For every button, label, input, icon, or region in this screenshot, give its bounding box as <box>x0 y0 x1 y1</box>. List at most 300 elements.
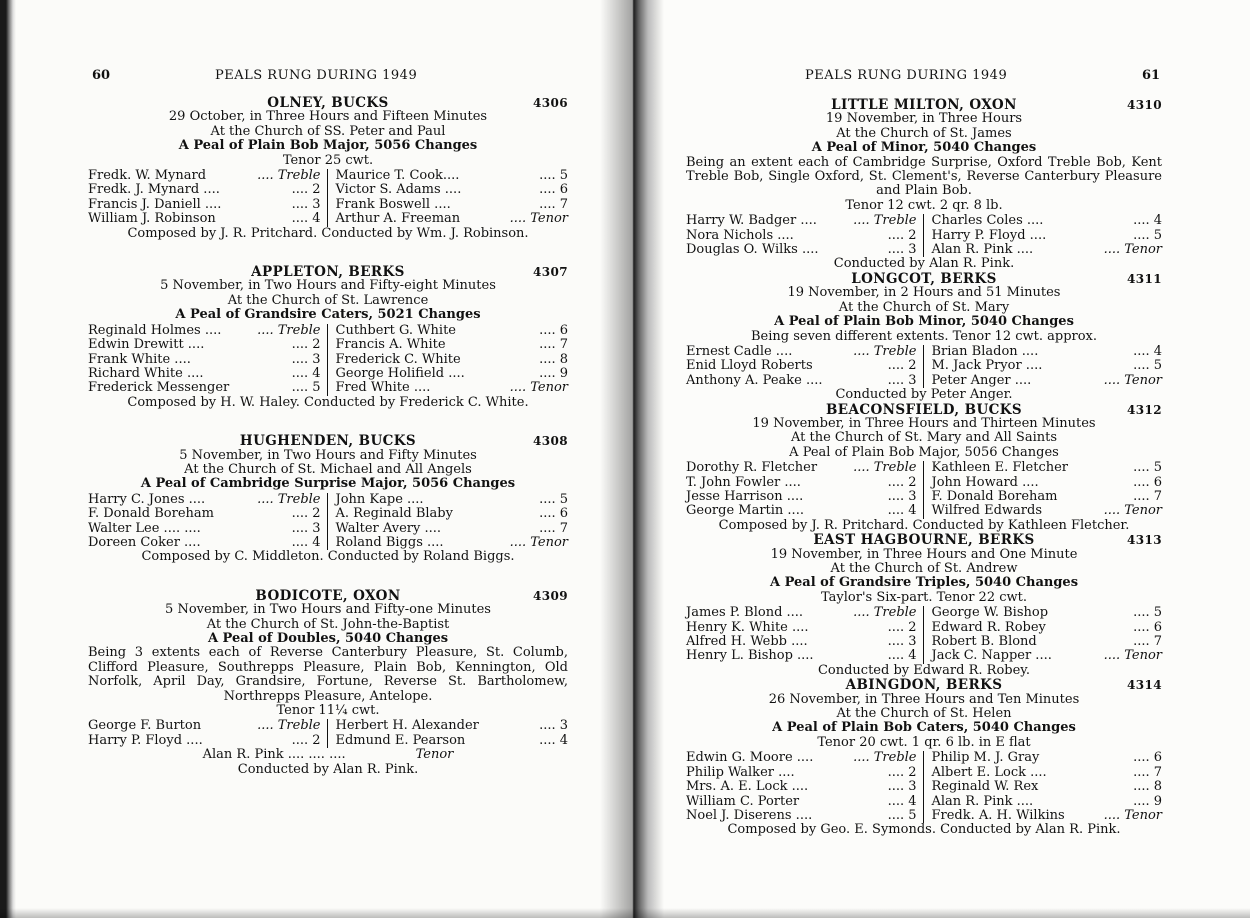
band-column-right <box>327 493 569 551</box>
ringer-name: Cuthbert G. White <box>335 322 456 338</box>
ringer-row <box>336 536 569 550</box>
page-bottom-edge <box>0 908 634 918</box>
ringer-row <box>686 214 917 228</box>
ringer-name: Francis J. Daniell .... <box>88 196 222 212</box>
peal-title <box>686 98 1162 112</box>
peal-credits: Composed by C. Middleton. Conducted by Roland Biggs. <box>141 549 515 565</box>
ringer-bell: .... Treble <box>853 750 917 766</box>
ringer-name: T. John Fowler .... <box>686 474 801 490</box>
band-list <box>686 461 1162 519</box>
ringer-bell: .... 3 <box>539 718 568 734</box>
peal-title <box>686 533 1162 547</box>
peal-method: A Peal of Cambridge Surprise Major, 5056 Changes <box>140 476 516 492</box>
peal-place: LONGCOT, BERKS <box>851 270 997 287</box>
ringer-name: Nora Nichols .... <box>686 227 794 243</box>
ringer-row <box>88 212 321 226</box>
band-column-right <box>327 719 569 748</box>
ringer-row <box>686 461 917 475</box>
ringer-bell: .... 2 <box>887 358 917 374</box>
ringer-row <box>88 507 321 521</box>
peal-detail-line: 19 November, in Three Hours and One Minute <box>770 546 1078 562</box>
ringer-bell: .... 4 <box>291 534 321 550</box>
ringer-bell: .... 4 <box>887 648 917 664</box>
ringer-bell: .... Treble <box>257 491 321 507</box>
ringer-name: William C. Porter <box>686 793 800 809</box>
page-number: 61 <box>1142 68 1161 83</box>
ringer-name: Edward R. Robey <box>931 619 1046 635</box>
ringer-row <box>932 374 1163 388</box>
ringer-name: Douglas O. Wilks .... <box>686 242 819 258</box>
gutter-shadow <box>600 0 634 918</box>
peal-number: 4309 <box>533 588 568 603</box>
peal-detail-line: At the Church of St. Andrew <box>830 561 1018 576</box>
ringer-row <box>686 374 917 388</box>
peal-credits: Composed by J. R. Pritchard. Conducted by Kathleen Fletcher. <box>718 517 1130 533</box>
ringer-row <box>88 719 321 733</box>
ringer-row <box>336 507 569 521</box>
peal-entry <box>686 533 1162 678</box>
ringer-bell: .... 6 <box>539 322 568 338</box>
peal-number: 4312 <box>1127 402 1162 417</box>
ringer-name: Frederick C. White <box>335 351 461 367</box>
peal-place: HUGHENDEN, BUCKS <box>239 433 417 450</box>
ringer-row <box>932 635 1163 649</box>
ringer-name: Albert E. Lock .... <box>931 764 1047 780</box>
ringer-row <box>88 169 321 183</box>
peal-place: APPLETON, BERKS <box>251 264 405 281</box>
ringer-row <box>686 635 917 649</box>
peal-place: BODICOTE, OXON <box>255 587 401 604</box>
ringer-name: Harry W. Badger .... <box>686 213 817 229</box>
ringer-row <box>932 476 1163 490</box>
peal-tenor-line: Tenor 11¼ cwt. <box>276 703 380 719</box>
band-list <box>88 719 568 748</box>
ringer-bell: .... 5 <box>1133 605 1162 621</box>
peal-place: BEACONSFIELD, BUCKS <box>825 401 1023 418</box>
band-column-right <box>327 324 569 396</box>
ringer-row <box>932 751 1163 765</box>
right-page <box>634 0 1250 918</box>
peal-entry <box>88 434 568 565</box>
ringer-bell: .... 5 <box>1133 358 1162 374</box>
ringer-row <box>336 169 569 183</box>
ringer-name: Walter Lee .... .... <box>88 520 201 536</box>
gutter-shadow <box>634 0 664 918</box>
ringer-bell: .... 2 <box>291 732 321 748</box>
ringer-name: Walter Avery .... <box>335 520 442 536</box>
peal-entry <box>686 678 1162 837</box>
ringer-name: M. Jack Pryor .... <box>931 358 1043 374</box>
ringer-name: Henry K. White .... <box>686 619 809 635</box>
ringer-bell: .... Tenor <box>509 534 568 550</box>
ringer-bell: .... 5 <box>1133 460 1162 476</box>
ringer-row <box>88 324 321 338</box>
ringer-bell: .... 7 <box>1133 488 1162 504</box>
ringer-bell: .... 3 <box>887 242 917 258</box>
ringer-name: Enid Lloyd Roberts <box>686 358 813 374</box>
peal-credits: Composed by Geo. E. Symonds. Conducted by Alan R. Pink. <box>727 822 1121 838</box>
ringer-row <box>686 621 917 635</box>
band-column-left <box>88 324 327 396</box>
ringer-bell: .... 5 <box>1133 227 1162 243</box>
ringer-bell: .... 2 <box>291 506 321 522</box>
ringer-name: Anthony A. Peake .... <box>686 372 823 388</box>
ringer-row <box>686 795 917 809</box>
peal-method: A Peal of Grandsire Triples, 5040 Changes <box>769 575 1079 591</box>
ringer-name: James P. Blond .... <box>686 605 804 621</box>
peal-detail-line: A Peal of Plain Bob Major, 5056 Changes <box>789 444 1059 460</box>
ringer-bell: .... Tenor <box>1103 372 1162 388</box>
ringer-name: Fred White .... <box>335 380 431 396</box>
ringer-row <box>88 522 321 536</box>
ringer-bell: .... 4 <box>539 732 568 748</box>
ringer-row <box>88 493 321 507</box>
ringer-bell: .... 9 <box>539 365 568 381</box>
ringer-name: Edwin Drewitt .... <box>88 337 205 353</box>
ringer-name: Alan R. Pink .... <box>931 242 1034 258</box>
ringer-row <box>336 522 569 536</box>
peal-detail-line: 19 November, in 2 Hours and 51 Minutes <box>787 285 1061 301</box>
ringer-name: Philip M. J. Gray <box>931 750 1040 766</box>
ringer-bell: .... Tenor <box>509 211 568 227</box>
ringer-row <box>932 229 1163 243</box>
band-list <box>88 324 568 396</box>
ringer-name: George W. Bishop <box>931 605 1049 621</box>
running-head: PEALS RUNG DURING 1949 <box>215 68 418 83</box>
ringer-row <box>88 734 321 748</box>
ringer-name: A. Reginald Blaby <box>335 506 453 522</box>
ringer-bell: .... Treble <box>853 213 917 229</box>
ringer-name: Ernest Cadle .... <box>686 343 793 359</box>
ringer-bell: .... Treble <box>257 718 321 734</box>
ringer-row <box>932 621 1163 635</box>
peal-detail-line: 5 November, in Two Hours and Fifty Minutes <box>179 447 477 463</box>
peal-tenor-line: Taylor's Six-part. Tenor 22 cwt. <box>820 589 1027 605</box>
band-column-left <box>686 606 923 664</box>
ringer-name: F. Donald Boreham <box>88 506 214 522</box>
peal-credits: Composed by H. W. Haley. Conducted by Frederick C. White. <box>127 394 529 410</box>
book-edge <box>0 0 16 918</box>
ringer-bell: .... 4 <box>291 211 321 227</box>
ringer-bell: .... 6 <box>1133 474 1162 490</box>
peal-number: 4311 <box>1127 271 1162 286</box>
ringer-name: Doreen Coker .... <box>88 534 201 550</box>
ringer-row <box>932 345 1163 359</box>
ringer-row <box>88 367 321 381</box>
peal-title <box>686 678 1162 692</box>
ringer-bell: .... Tenor <box>1103 242 1162 258</box>
peal-detail-line: At the Church of St. Mary <box>838 299 1010 315</box>
ringer-bell: .... 5 <box>539 168 568 184</box>
ringer-name: Francis A. White <box>335 337 446 353</box>
ringer-name: Jack C. Napper .... <box>931 648 1052 664</box>
ringer-row <box>88 536 321 550</box>
ringer-name: Noel J. Diserens .... <box>686 807 813 823</box>
peal-number: 4306 <box>533 96 568 110</box>
peal-credits: Conducted by Alan R. Pink. <box>833 256 1015 272</box>
ringer-bell: .... Tenor <box>1103 648 1162 664</box>
ringer-bell: .... 4 <box>887 503 917 519</box>
ringer-row <box>686 780 917 794</box>
peal-number: 4307 <box>533 265 568 280</box>
band-column-left <box>88 719 327 748</box>
ringer-bell: .... Treble <box>853 605 917 621</box>
peal-method: A Peal of Doubles, 5040 Changes <box>207 631 449 646</box>
page-number: 60 <box>92 68 111 83</box>
ringer-bell: .... 2 <box>887 619 917 635</box>
ringer-bell: .... 2 <box>887 764 917 780</box>
ringer-bell: .... 3 <box>291 196 321 212</box>
ringer-bell: .... 6 <box>1133 750 1162 766</box>
ringer-row <box>686 359 917 373</box>
band-list <box>88 493 568 551</box>
ringer-row <box>686 751 917 765</box>
peal-detail-line: At the Church of St. Mary and All Saints <box>790 430 1058 446</box>
page-bottom-edge <box>634 908 1250 918</box>
ringer-name: Arthur A. Freeman <box>335 211 461 227</box>
ringer-name: Henry L. Bishop .... <box>686 648 814 664</box>
peal-detail-line: 5 November, in Two Hours and Fifty-eight Minutes <box>160 278 496 294</box>
ringer-name: Victor S. Adams .... <box>335 182 462 198</box>
ringer-bell: .... 4 <box>1133 343 1162 359</box>
peal-detail-line: At the Church of St. Lawrence <box>227 292 429 308</box>
ringer-row <box>88 381 321 395</box>
ringer-name: Harry P. Floyd .... <box>88 732 203 748</box>
peal-number: 4308 <box>533 434 568 449</box>
band-column-left <box>686 214 923 257</box>
ringer-name: Harry C. Jones .... <box>88 491 206 507</box>
peal-credits: Conducted by Peter Anger. <box>835 387 1013 403</box>
ringer-name: John Kape .... <box>335 491 424 507</box>
ringer-name: Edwin G. Moore .... <box>686 750 814 766</box>
ringer-name: Edmund E. Pearson <box>335 732 466 748</box>
peal-method: A Peal of Plain Bob Caters, 5040 Changes <box>772 720 1076 736</box>
ringer-bell: .... 4 <box>887 793 917 809</box>
ringer-name: William J. Robinson <box>88 211 216 227</box>
peal-detail-line: At the Church of St. Michael and All Angels <box>184 461 472 477</box>
band-column-left <box>686 461 923 519</box>
ringer-bell: .... Treble <box>853 343 917 359</box>
peal-entry <box>686 403 1162 534</box>
ringer-row <box>686 649 917 663</box>
ringer-row <box>932 649 1163 663</box>
band-column-left <box>686 751 923 823</box>
peal-method: A Peal of Grandsire Caters, 5021 Changes <box>175 307 481 323</box>
peal-detail-line: 5 November, in Two Hours and Fifty-one Minutes <box>165 602 491 618</box>
band-list <box>686 214 1162 257</box>
ringer-bell: .... 8 <box>539 351 568 367</box>
ringer-row <box>932 490 1163 504</box>
ringer-bell: .... 5 <box>887 807 917 823</box>
peal-detail-line: At the Church of St. Helen <box>836 706 1012 722</box>
ringer-name: Maurice T. Cook.... <box>335 168 460 184</box>
left-page-content <box>88 96 568 795</box>
ringer-name: Robert B. Blond <box>931 634 1037 650</box>
ringer-name: John Howard .... <box>931 474 1039 490</box>
peal-method: A Peal of Plain Bob Minor, 5040 Changes <box>774 314 1074 330</box>
ringer-bell: .... 7 <box>539 337 568 353</box>
ringer-row <box>686 490 917 504</box>
ringer-name: Frank White .... <box>88 351 191 367</box>
peal-detail-line: At the Church of St. John-the-Baptist <box>206 616 450 632</box>
running-head: PEALS RUNG DURING 1949 <box>805 68 1008 83</box>
band-column-right <box>923 606 1163 664</box>
peal-description: Being an extent each of Cambridge Surprise, Oxford Treble Bob, Kent Treble Bob, Single Oxford, St. Clement's, Reverse Canterbury Pleasure and Plain Bob. <box>686 154 1162 199</box>
peal-title <box>88 589 568 603</box>
ringer-bell: .... 5 <box>291 380 321 396</box>
ringer-bell: .... 6 <box>1133 619 1162 635</box>
ringer-name: Herbert H. Alexander <box>335 718 479 734</box>
ringer-row <box>686 345 917 359</box>
peal-place: OLNEY, BUCKS <box>267 95 389 111</box>
ringer-bell: .... 3 <box>887 779 917 795</box>
ringer-name: Wilfred Edwards <box>931 503 1043 519</box>
ringer-bell: .... 3 <box>291 520 321 536</box>
ringer-row <box>686 243 917 257</box>
ringer-name: Dorothy R. Fletcher <box>686 460 818 476</box>
ringer-row <box>932 606 1163 620</box>
peal-credits: Composed by J. R. Pritchard. Conducted by Wm. J. Robinson. <box>127 225 529 241</box>
peal-tenor-line: Tenor 25 cwt. <box>282 152 374 168</box>
band-list <box>686 606 1162 664</box>
band-list <box>88 169 568 227</box>
ringer-bell: .... 8 <box>1133 779 1162 795</box>
peal-detail-line: 19 November, in Three Hours <box>825 111 1023 127</box>
ringer-name: Frederick Messenger <box>88 380 230 396</box>
band-column-right <box>327 169 569 227</box>
band-column-right <box>923 461 1163 519</box>
peal-entry <box>88 589 568 777</box>
ringer-row <box>336 367 569 381</box>
right-page-content <box>686 98 1162 838</box>
ringer-row <box>88 198 321 212</box>
peal-entry <box>686 98 1162 272</box>
ringer-bell: .... Tenor <box>1103 807 1162 823</box>
ringer-name: Reginald Holmes .... <box>88 322 222 338</box>
ringer-row <box>686 476 917 490</box>
ringer-row <box>932 214 1163 228</box>
ringer-name: Roland Biggs .... <box>335 534 444 550</box>
ringer-row <box>88 353 321 367</box>
ringer-row <box>336 324 569 338</box>
ringer-row <box>932 766 1163 780</box>
ringer-row <box>336 353 569 367</box>
band-column-right <box>923 345 1163 388</box>
band-column-left <box>88 169 327 227</box>
band-list <box>686 345 1162 388</box>
ringer-bell: .... 7 <box>1133 634 1162 650</box>
ringer-row <box>686 229 917 243</box>
ringer-name: Richard White .... <box>88 365 204 381</box>
peal-title <box>88 96 568 110</box>
ringer-bell: .... 3 <box>887 372 917 388</box>
peal-tenor-line: Being seven different extents. Tenor 12 cwt. approx. <box>750 328 1098 344</box>
ringer-name: Reginald W. Rex <box>931 779 1039 795</box>
ringer-bell: .... 2 <box>887 227 917 243</box>
peal-title <box>88 434 568 448</box>
ringer-row <box>336 493 569 507</box>
ringer-row <box>88 748 568 762</box>
peal-credits: Conducted by Alan R. Pink. <box>237 761 419 777</box>
ringer-row <box>932 243 1163 257</box>
peal-detail-line: 29 October, in Three Hours and Fifteen Minutes <box>168 109 488 125</box>
ringer-row <box>336 381 569 395</box>
ringer-bell: .... 4 <box>291 365 321 381</box>
ringer-bell: .... 3 <box>887 634 917 650</box>
ringer-name: Jesse Harrison .... <box>686 488 804 504</box>
ringer-bell: .... 3 <box>291 351 321 367</box>
band-column-left <box>88 493 327 551</box>
ringer-bell: .... 6 <box>539 506 568 522</box>
ringer-bell: .... 9 <box>1133 793 1162 809</box>
peal-description: Being 3 extents each of Reverse Canterbury Pleasure, St. Columb, Clifford Pleasure, Southrepps Pleasure, Plain Bob, Kennington, Old Norfolk, April Day, Grandsire, Fortune, Reverse St. Bartholomew, Northrepps Pleasure, Antelope. <box>88 645 568 704</box>
ringer-bell: .... 7 <box>539 196 568 212</box>
ringer-name: Mrs. A. E. Lock .... <box>686 779 809 795</box>
peal-tenor-line: Tenor 20 cwt. 1 qr. 6 lb. in E flat <box>817 734 1031 750</box>
ringer-row <box>932 461 1163 475</box>
ringer-row <box>686 606 917 620</box>
ringer-row <box>336 338 569 352</box>
band-column-right <box>923 751 1163 823</box>
ringer-bell: Tenor <box>415 747 454 763</box>
ringer-name: Kathleen E. Fletcher <box>931 460 1069 476</box>
ringer-name: Philip Walker .... <box>686 764 795 780</box>
band-list <box>686 751 1162 823</box>
peal-detail-line: At the Church of SS. Peter and Paul <box>210 123 446 139</box>
ringer-name: Harry P. Floyd .... <box>931 227 1047 243</box>
peal-tenor-line: Tenor 12 cwt. 2 qr. 8 lb. <box>845 197 1003 213</box>
ringer-bell: .... Tenor <box>509 380 568 396</box>
ringer-name: Fredk. W. Mynard <box>88 168 207 184</box>
ringer-name: George F. Burton <box>88 718 202 734</box>
peal-method: A Peal of Plain Bob Major, 5056 Changes <box>178 138 478 154</box>
peal-entry <box>686 272 1162 403</box>
peal-title <box>686 272 1162 286</box>
ringer-row <box>932 359 1163 373</box>
ringer-name: Peter Anger .... <box>931 372 1032 388</box>
ringer-name: Alan R. Pink .... <box>931 793 1034 809</box>
ringer-name: F. Donald Boreham <box>931 488 1058 504</box>
ringer-name: Fredk. J. Mynard .... <box>88 182 220 198</box>
ringer-row <box>932 795 1163 809</box>
ringer-bell: .... Tenor <box>1103 503 1162 519</box>
ringer-name: George Holifield .... <box>335 365 465 381</box>
ringer-row <box>686 766 917 780</box>
ringer-row <box>336 734 569 748</box>
ringer-bell: .... 6 <box>539 182 568 198</box>
ringer-bell: .... 2 <box>887 474 917 490</box>
ringer-row <box>686 809 917 823</box>
band-column-right <box>923 214 1163 257</box>
ringer-row <box>88 183 321 197</box>
peal-title <box>88 265 568 279</box>
ringer-bell: .... Treble <box>257 322 321 338</box>
ringer-name: Alan R. Pink .... .... .... <box>202 747 346 763</box>
ringer-bell: .... 2 <box>291 182 321 198</box>
ringer-name: Fredk. A. H. Wilkins <box>931 807 1065 823</box>
ringer-name: Brian Bladon .... <box>931 343 1039 359</box>
ringer-bell: .... 2 <box>291 337 321 353</box>
peal-credits: Conducted by Edward R. Robey. <box>817 662 1031 678</box>
peal-detail-line: At the Church of St. James <box>836 125 1012 141</box>
ringer-bell: .... 4 <box>1133 213 1162 229</box>
peal-number: 4313 <box>1127 533 1162 548</box>
ringer-bell: .... Treble <box>853 460 917 476</box>
ringer-row <box>336 719 569 733</box>
ringer-name: Alfred H. Webb .... <box>686 634 808 650</box>
ringer-row <box>932 504 1163 518</box>
band-column-left <box>686 345 923 388</box>
